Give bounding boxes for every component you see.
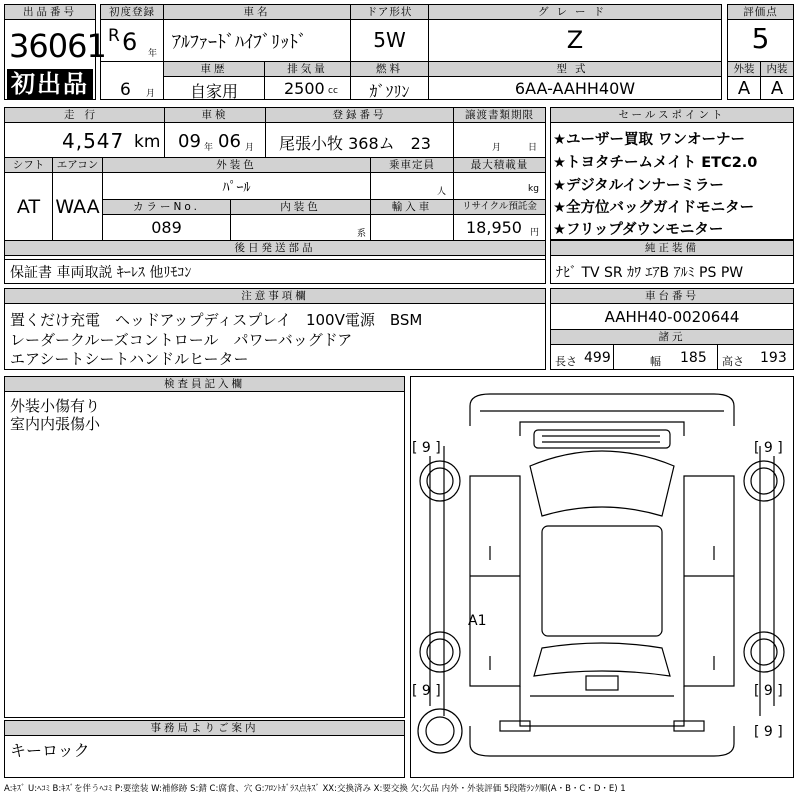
- inspection-year-unit: 年: [204, 143, 214, 153]
- max-load-unit: kg: [528, 184, 539, 194]
- notes-line-1: 置くだけ充電 ヘッドアップディスプレイ 100V電源 BSM: [10, 311, 423, 329]
- legend-text: A:ｷｽﾞ U:ﾍｺﾐ B:ｷｽﾞを伴うﾍｺﾐ P:要塗装 W:補修跡 S:錆 C:腐食、穴 G:ﾌﾛﾝﾄｶﾞﾗｽ点ｷｽﾞ XX:交換済み X:要交換 欠:欠品 内外・外装評価 5段階ﾗﾝｸ順(A・B・C・D・E) 1: [4, 784, 626, 794]
- history-value: 自家用: [189, 82, 238, 101]
- reg-no-value: 尾張小牧 368ム 23: [279, 134, 431, 153]
- recycle-label: リサイクル預託金: [454, 200, 545, 215]
- exterior-label: 外装: [728, 62, 760, 77]
- sales-point-2: ★トヨタチームメイト ETC2.0: [553, 155, 758, 171]
- history-label: 車歴: [164, 62, 264, 77]
- wheel-spare: [418, 709, 462, 753]
- month-unit: 月: [146, 89, 156, 99]
- windshield-outline: [530, 451, 674, 516]
- notes-line-2: レーダークルーズコントロール パワーバッグドア: [10, 331, 353, 349]
- equipment-title: 純正装備: [551, 241, 793, 256]
- length-value: 499: [584, 350, 611, 366]
- rear-hatch-outline: [520, 686, 684, 726]
- rear-window-outline: [534, 643, 670, 676]
- notes-line-3: エアシートシートハンドルヒーター: [10, 350, 249, 368]
- tire-br-label: [ 9 ]: [754, 683, 783, 699]
- inspection-label: 車検: [165, 108, 265, 123]
- model-label: 型式: [429, 62, 721, 77]
- damage-mark-a1: A1: [468, 613, 487, 629]
- equipment-value: ﾅﾋﾞ TV SR ｶﾜ ｴｱB ｱﾙﾐ PS PW: [556, 265, 744, 281]
- width-value: 185: [680, 350, 707, 366]
- grade-label: グレード: [429, 5, 721, 20]
- score-label: 評価点: [728, 5, 793, 20]
- exterior-value: A: [737, 78, 751, 99]
- reg-no-label: 登録番号: [266, 108, 453, 123]
- front-bumper-outline: [470, 394, 734, 426]
- grade-value: Z: [566, 26, 584, 54]
- wheel-rear-right: [744, 632, 784, 672]
- lot-number: 36061: [9, 27, 106, 65]
- sales-point-3: ★デジタルインナーミラー: [553, 178, 724, 194]
- door-label: ドア形状: [351, 5, 428, 20]
- car-diagram: [410, 376, 794, 778]
- tire-spare-label: [ 9 ]: [754, 724, 783, 740]
- inspector-title: 検査員記入欄: [5, 377, 404, 392]
- inspection-month: 06: [218, 131, 241, 152]
- inspection-year: 09: [178, 131, 201, 152]
- sales-point-1: ★ユーザー買取 ワンオーナー: [553, 132, 746, 148]
- car-name-value: ｱﾙﾌｧｰﾄﾞﾊｲﾌﾞﾘｯﾄﾞ: [172, 32, 307, 53]
- ext-color-label: 外装色: [103, 158, 370, 173]
- office-title: 事務局よりご案内: [5, 721, 404, 736]
- tire-bl-label: [ 9 ]: [412, 683, 441, 699]
- wheel-rear-left: [420, 632, 460, 672]
- transfer-label: 譲渡書類期限: [454, 108, 545, 123]
- inspection-month-unit: 月: [245, 143, 255, 153]
- sales-point-4: ★全方位バッグガイドモニター: [553, 200, 755, 216]
- color-no-label: カラーNo.: [103, 200, 230, 215]
- lot-box: [4, 4, 106, 100]
- capacity-unit: 人: [437, 187, 447, 197]
- year-value: 6: [122, 28, 138, 56]
- year-unit: 年: [148, 49, 158, 59]
- left-doors: [470, 476, 520, 686]
- mileage-label: 走行: [5, 108, 164, 123]
- tire-tr-label: [ 9 ]: [754, 440, 783, 456]
- right-body-side: [760, 446, 774, 716]
- recycle-value: 18,950: [466, 218, 522, 237]
- sales-points-title: セールスポイント: [551, 108, 793, 123]
- transfer-day-unit: 日: [528, 143, 538, 153]
- color-no-value: 089: [151, 218, 182, 237]
- month-value: 6: [120, 80, 131, 100]
- tire-tl-label: [ 9 ]: [412, 440, 441, 456]
- first-reg-label: 初度登録: [101, 5, 163, 20]
- mileage-unit: km: [134, 132, 161, 152]
- capacity-label: 乗車定員: [371, 158, 453, 173]
- max-load-label: 最大積載量: [454, 158, 545, 173]
- later-parts-label: 後日発送部品: [5, 241, 545, 256]
- int-color-unit: 系: [357, 229, 367, 239]
- interior-label: 内装: [761, 62, 793, 77]
- lot-label: 出品番号: [5, 5, 95, 20]
- shift-value: AT: [16, 196, 41, 218]
- right-doors: [684, 476, 734, 686]
- wheel-front-right: [744, 461, 784, 501]
- int-color-label: 内装色: [231, 200, 370, 215]
- sales-point-5: ★フリップダウンモニター: [553, 222, 724, 238]
- later-parts-value: 保証書 車両取説 ｷｰﾚｽ 他ﾘﾓｺﾝ: [10, 265, 192, 281]
- hood-outline: [520, 422, 684, 436]
- fuel-value: ｶﾞｿﾘﾝ: [369, 82, 410, 101]
- car-name-label: 車名: [164, 5, 350, 20]
- ext-color-value: ﾊﾟｰﾙ: [222, 180, 251, 196]
- displacement-value: 2500: [284, 79, 325, 98]
- wheel-front-left: [420, 461, 460, 501]
- era-value: R: [108, 26, 120, 46]
- office-value: キーロック: [10, 741, 90, 760]
- first-listing-text: 初出品: [11, 70, 89, 98]
- shift-label: シフト: [5, 158, 52, 173]
- left-body-side: [430, 446, 444, 716]
- import-label: 輸入車: [371, 200, 453, 215]
- score-value: 5: [751, 22, 770, 55]
- aircon-label: エアコン: [53, 158, 102, 173]
- height-value: 193: [760, 350, 787, 366]
- mileage-value: 4,547: [62, 129, 125, 153]
- height-label: 高さ: [722, 355, 744, 368]
- notes-title: 注意事項欄: [5, 289, 545, 304]
- inspector-line-1: 外装小傷有り: [10, 397, 101, 415]
- recycle-unit: 円: [530, 228, 540, 238]
- aircon-value: WAA: [55, 196, 100, 218]
- door-value: 5W: [373, 28, 406, 52]
- displacement-unit: cc: [328, 86, 338, 96]
- interior-value: A: [770, 78, 784, 99]
- displacement-label: 排気量: [265, 62, 350, 77]
- inspector-line-2: 室内内張傷小: [10, 415, 101, 433]
- length-label: 長さ: [555, 355, 577, 368]
- width-label: 幅: [650, 355, 661, 368]
- model-value: 6AA-AAHH40W: [514, 79, 636, 98]
- roof-outline: [542, 526, 662, 636]
- fuel-label: 燃料: [351, 62, 428, 77]
- chassis-title: 車台番号: [551, 289, 793, 304]
- transfer-month-unit: 月: [492, 143, 502, 153]
- dims-title: 諸元: [551, 330, 793, 345]
- chassis-value: AAHH40-0020644: [604, 308, 740, 326]
